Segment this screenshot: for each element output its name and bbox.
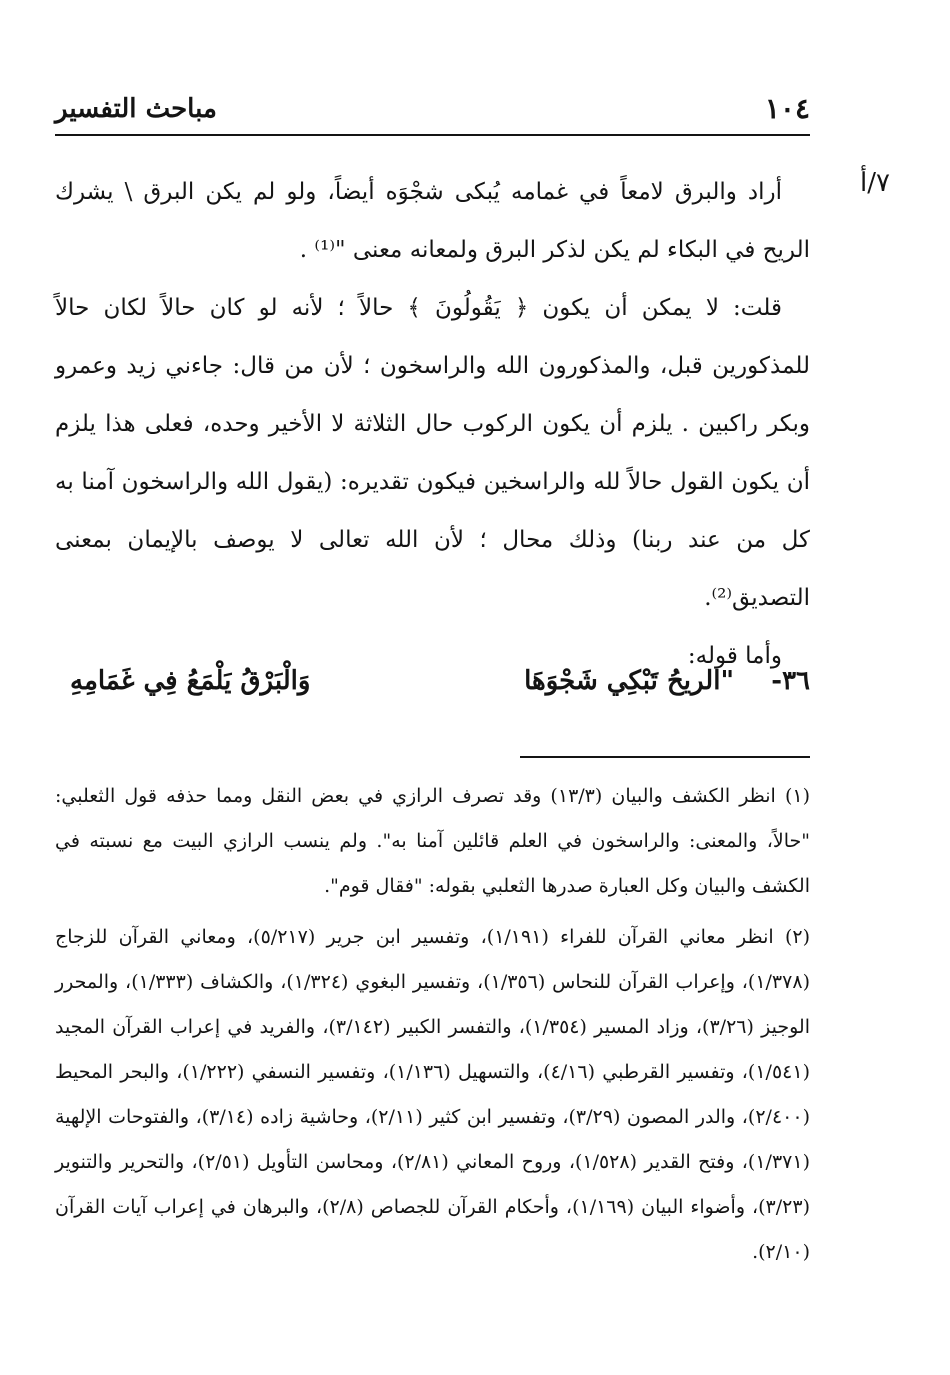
footnote-number: (١): [784, 785, 810, 807]
page-number: ١٠٤: [764, 92, 810, 125]
footnote-number: (٢): [784, 926, 811, 948]
footnotes: [55, 774, 810, 1281]
footnote-1: [55, 774, 810, 909]
running-title: مباحث التفسير: [55, 94, 217, 124]
verse-first-hemistich: "الريحُ تَبْكِي شَجْوَهَا: [524, 666, 734, 696]
footnote-2: [55, 915, 810, 1275]
verse-second-hemistich: وَالْبَرْقُ يَلْمَعُ فِي غَمَامِهِ: [70, 666, 311, 696]
verse-number: ٣٦-: [771, 666, 810, 696]
paragraph-3: وأما قوله:: [687, 643, 782, 669]
paragraph-2: قلت: لا يمكن أن يكون ﴿ يَقُولُونَ ﴾ حالاً ؛ لأنه لو كان حالاً لكان حالاً للمذكورين قبل، والمذكورون الله والراسخون ؛ لأن من قال: جاءني زيد وعمرو وبكر راكبين . يلزم أن يكون الركوب حال الثلاثة لا الأخير وحده، فعلى هذا يلزم أن يكون القول حالاً لله والراسخين فيكون تقديره: (يقول الله والراسخون آمنا به كل من عند ربنا) وذلك محال ؛ لأن الله تعالى لا يوصف بالإيمان بمعنى التصديق⁽²⁾.: [55, 295, 810, 611]
footnote-text: انظر معاني القرآن للفراء (١/١٩١)، وتفسير ابن جرير (٥/٢١٧)، ومعاني القرآن للزجاج (١/٣٧٨)، وإعراب القرآن للنحاس (١/٣٥٦)، وتفسير البغوي (١/٣٢٤)، والكشاف (١/٣٣٣)، والمحرر الوجيز (٣/٢٦)، وزاد المسير (١/٣٥٤)، والتفسر الكبير (٣/١٤٢)، والفريد في إعراب القرآن المجيد (١/٥٤١)، وتفسير القرطبي (٤/١٦)، والتسهيل (١/١٣٦)، وتفسير النسفي (١/٢٢٢)، والبحر المحيط (٢/٤٠٠)، والدر المصون (٣/٢٩)، وتفسير ابن كثير (٢/١١)، وحاشية زاده (٣/١٤)، والفتوحات الإلهية (١/٣٧١)، وفتح القدير (١/٥٢٨)، وروح المعاني (٢/٨١)، ومحاسن التأويل (٢/٥١)، والتحرير والتنوير (٣/٢٣)، وأضواء البيان (١/١٦٩)، وأحكام القرآن للجصاص (٢/٨)، والبرهان في إعراب آيات القرآن (٢/١٠).: [55, 926, 810, 1263]
poetry-verse: [62, 662, 810, 712]
running-header: [55, 92, 810, 136]
manuscript-folio-note: ٧/أ: [860, 168, 890, 198]
footnote-text: انظر الكشف والبيان (١٣/٣) وقد تصرف الرازي في بعض النقل ومما حذفه قول الثعلبي: "حالاً، والمعنى: والراسخون في العلم قائلين آمنا به". ولم ينسب الرازي البيت مع نسبته في الكشف والبيان وكل العبارة صدرها الثعلبي بقوله: "فقال قوم".: [55, 785, 810, 897]
main-text: [55, 163, 810, 685]
footnote-separator: [520, 756, 810, 758]
paragraph-1: أراد والبرق لامعاً في غمامه يُبكى شجْوَه أيضاً، ولو لم يكن البرق \ يشرك الريح في البكاء لم يكن لذكر البرق ولمعانه معنى "⁽¹⁾ .: [55, 179, 810, 263]
